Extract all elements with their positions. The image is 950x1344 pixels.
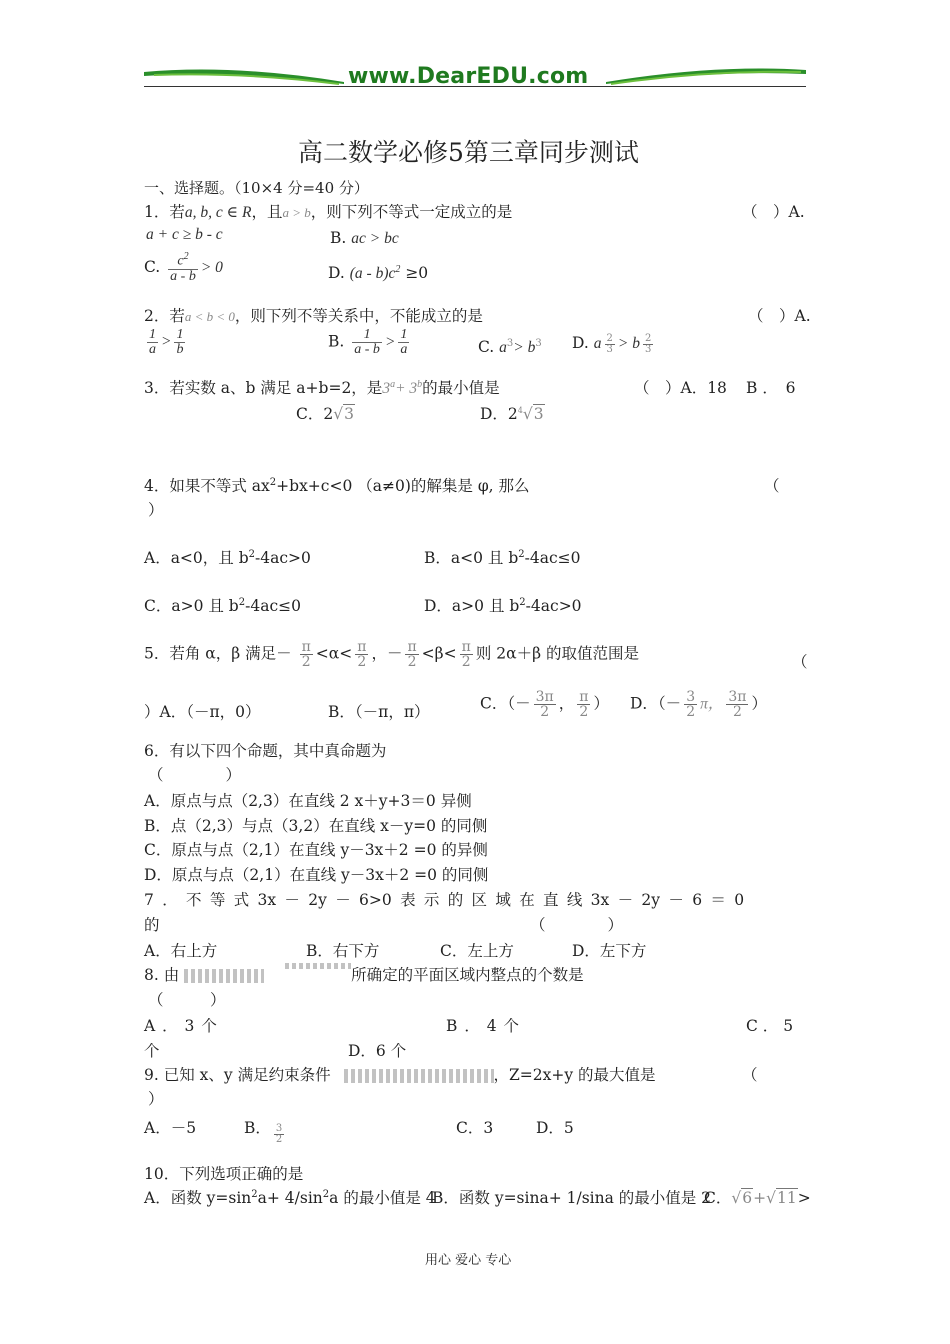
- q4-a-b: -4ac>0: [255, 549, 311, 567]
- q5-option-d[interactable]: [630, 690, 767, 719]
- q5-d-d2: 2: [732, 704, 742, 720]
- q9-b-n: 3: [275, 1123, 283, 1134]
- q5-two-1: 2: [301, 654, 311, 670]
- q1-d-sup: 2: [395, 264, 401, 275]
- q4-stem: [144, 474, 530, 496]
- q4-c-b: -4ac≤0: [245, 597, 301, 615]
- q10-a-c: a 的最小值是 4: [329, 1189, 436, 1207]
- q1-c-num: c: [177, 253, 184, 269]
- q2-c-sup2: 3: [535, 338, 542, 349]
- header-swoosh-left: [144, 64, 344, 86]
- q5-stem-b: 则 2α＋β 的取值范围是: [475, 644, 639, 663]
- q5-label-c: C．（－: [480, 694, 531, 713]
- q5-pi-3: π: [407, 639, 417, 655]
- q5-comma: ，－: [371, 644, 403, 663]
- q2-d-sup1d: 3: [606, 344, 613, 355]
- q8-stem-b: 所确定的平面区域内整点的个数是: [351, 966, 584, 984]
- q3-c-rad: 3: [344, 405, 354, 423]
- q1-stem-c: ，则下列不等式一定成立的是: [310, 203, 513, 221]
- q4-b-sup: 2: [518, 548, 525, 560]
- q5-c-d2: 2: [579, 704, 589, 720]
- q8-paren: （ ）: [148, 991, 226, 1009]
- q5-option-b[interactable]: B．（－π，π）: [328, 703, 430, 721]
- q8-inequality-system-image: [184, 969, 264, 983]
- q1-stem-b: ，且: [251, 203, 283, 221]
- q3-stem-a: 3．若实数 a、b 满足 a+b=2，是: [144, 379, 383, 397]
- q3-d-rad: 3: [533, 405, 544, 423]
- q1-option-a[interactable]: a + c ≥ b - c: [146, 226, 223, 243]
- q7-option-c[interactable]: C．左上方: [440, 942, 514, 960]
- q2-a-n2: 1: [176, 327, 184, 342]
- q4-option-d[interactable]: [424, 594, 582, 616]
- q7-stem: 7 ． 不 等 式 3x － 2y － 6>0 表 示 的 区 域 在 直 线 3x － 2y － 6 ＝ 0: [144, 891, 745, 909]
- q10-a-a: A．函数 y=sin: [144, 1189, 252, 1207]
- q4-d-sup: 2: [519, 596, 526, 608]
- q1-c-sup: 2: [183, 251, 189, 262]
- q2-paren: （ ）A.: [748, 307, 811, 325]
- q5-c-sep: ，: [558, 694, 575, 713]
- q2-b-gt: >: [384, 333, 396, 351]
- q5-two-4: 2: [461, 654, 471, 670]
- q10-option-c[interactable]: C．√6+√11>: [704, 1189, 811, 1207]
- q3-expr-supa: a: [390, 378, 396, 390]
- q4-option-a[interactable]: [144, 546, 311, 568]
- q4-c-sup: 2: [238, 596, 246, 608]
- q2-b-n1: 1: [352, 328, 382, 343]
- q4-c-a: C．a>0 且 b: [144, 597, 239, 615]
- q2-label-d: D.: [572, 334, 589, 352]
- q2-d-sup2d: 3: [644, 344, 652, 355]
- q4-stem-a: 4．如果不等式 ax: [144, 477, 270, 495]
- q9-option-d[interactable]: D．5: [536, 1119, 574, 1137]
- q8-option-a[interactable]: A ． 3 个: [144, 1017, 217, 1035]
- q9-stem-a: 9. 已知 x、y 满足约束条件: [144, 1066, 331, 1084]
- q2-a-d2: b: [176, 342, 184, 357]
- q9-label-b: B．: [244, 1119, 271, 1137]
- q6-stem: 6．有以下四个命题，其中真命题为: [144, 742, 387, 760]
- q10-c-r2: 11: [777, 1189, 797, 1207]
- q3-expr-plus: + 3: [395, 380, 418, 397]
- q1-b-expr: ac > bc: [351, 230, 399, 247]
- q5-paren-open: （: [792, 653, 808, 671]
- q10-a-sup1: 2: [251, 1188, 258, 1200]
- q3-option-b[interactable]: B ． 6: [746, 379, 796, 397]
- header-swoosh-right: [606, 64, 806, 86]
- q3-expr: 3: [382, 380, 391, 397]
- q1-stem: [144, 200, 512, 222]
- q2-cond: a < b < 0: [184, 309, 235, 324]
- q2-d-gt: > b: [617, 335, 640, 352]
- section-heading: 一、选择题。（10×4 分=40 分）: [144, 179, 369, 197]
- q7-paren: （ ）: [530, 916, 624, 934]
- q2-stem-a: 2．若: [144, 307, 185, 325]
- q6-option-c[interactable]: C．原点与点（2,1）在直线 y－3x＋2 =0 的异侧: [144, 841, 488, 859]
- q7-stem-2: 的: [144, 916, 160, 934]
- q4-stem-b: +bx+c<0 （a≠0)的解集是 φ, 那么: [276, 477, 530, 495]
- q4-d-a: D．a>0 且 b: [424, 597, 520, 615]
- q2-option-d[interactable]: [572, 334, 656, 355]
- q4-sup: 2: [269, 476, 277, 488]
- q4-a-sup: 2: [248, 548, 256, 560]
- q4-b-b: -4ac≤0: [524, 549, 581, 567]
- q4-option-c[interactable]: [144, 594, 301, 616]
- q2-a-gt: >: [161, 333, 172, 351]
- q9-stem: [144, 1063, 656, 1085]
- q9-paren-close: ）: [148, 1090, 164, 1108]
- q1-label-d: D.: [328, 264, 345, 283]
- q3-option-c[interactable]: C．2√3: [296, 405, 354, 423]
- q10-option-b[interactable]: B．函数 y=sina+ 1/sina 的最小值是 2: [432, 1189, 712, 1207]
- q2-option-c[interactable]: [478, 338, 542, 357]
- q5-c-n2: π: [579, 689, 589, 705]
- q1-label-b: B.: [330, 229, 347, 247]
- q4-a-a: A．a<0，且 b: [144, 549, 249, 567]
- q10-a-sup2: 2: [322, 1188, 330, 1200]
- q7-option-a[interactable]: A．右上方: [144, 942, 218, 960]
- q5-d-close: ）: [751, 694, 767, 713]
- q5-label-d: D．（－: [630, 694, 682, 713]
- q8-option-c-cont: 个: [144, 1042, 160, 1060]
- q1-label-c: C.: [144, 257, 161, 276]
- page-footer: 用心 爱心 专心: [425, 1253, 512, 1268]
- q6-paren: （ ）: [148, 766, 242, 784]
- q2-b-n2: 1: [400, 327, 408, 342]
- q1-c-den: a - b: [170, 268, 196, 284]
- q4-option-b[interactable]: [424, 546, 581, 568]
- q8-stem-a: 8. 由: [144, 966, 180, 984]
- q2-d-sup1n: 2: [606, 333, 613, 344]
- q7-option-b[interactable]: B．右下方: [306, 942, 380, 960]
- q10-a-b: a+ 4/sin: [257, 1189, 323, 1207]
- q9-option-c[interactable]: C．3: [456, 1119, 494, 1137]
- q6-option-d[interactable]: D．原点与点（2,1）在直线 y－3x＋2 =0 的同侧: [144, 866, 489, 884]
- q5-pi-4: π: [461, 639, 471, 655]
- q2-option-a[interactable]: [144, 328, 188, 357]
- q5-c-n1: 3π: [535, 689, 554, 705]
- q5-d-pi: π，: [700, 695, 724, 713]
- q5-option-a[interactable]: ）A．（－π，0）: [144, 703, 261, 721]
- q2-stem: [144, 304, 483, 326]
- q2-label-b: B.: [328, 332, 345, 351]
- q5-pi-2: π: [357, 639, 367, 655]
- q8-stem: [144, 963, 584, 985]
- q8-option-b[interactable]: B ． 4 个: [446, 1017, 520, 1035]
- q5-c-close: ）: [593, 694, 609, 713]
- q9-b-d: 2: [275, 1134, 283, 1145]
- page-title: 高二数学必修5第三章同步测试: [298, 138, 639, 167]
- q5-c-d1: 2: [540, 704, 550, 720]
- q3-stem: [144, 376, 500, 398]
- q3-label-d: D．2: [480, 405, 518, 423]
- q2-stem-b: ，则下列不等关系中，不能成立的是: [234, 307, 483, 325]
- q4-paren-close: ）: [148, 501, 164, 519]
- q5-d-n1: 3: [686, 689, 696, 705]
- q5-lt-alpha: <α<: [315, 644, 353, 663]
- header-rule: [144, 86, 806, 87]
- q1-c-tail: > 0: [200, 258, 223, 276]
- q5-pi-1: π: [301, 639, 311, 655]
- q5-d-d1: 2: [686, 704, 696, 720]
- q2-a-n1: 1: [149, 327, 156, 342]
- q10-c-plus: +: [753, 1189, 767, 1207]
- q4-paren-open: （: [764, 477, 780, 495]
- q9-option-a[interactable]: A．－5: [144, 1119, 197, 1137]
- q1-set: a, b, c ∈ R: [184, 204, 252, 221]
- q1-stem-a: 1．若: [144, 203, 185, 221]
- header-logo[interactable]: www.DearEDU.com: [348, 64, 589, 89]
- q2-option-b[interactable]: [328, 328, 412, 357]
- q2-c-gt: > b: [513, 339, 536, 357]
- q3-d-idx: 4: [517, 405, 523, 415]
- q10-label-c: C．: [704, 1189, 732, 1207]
- q2-label-c: C.: [478, 338, 495, 357]
- q9-paren-open: （: [742, 1066, 758, 1084]
- q2-b-d1: a - b: [354, 342, 380, 357]
- q1-option-d[interactable]: [328, 264, 428, 283]
- q10-option-a[interactable]: [144, 1186, 436, 1208]
- q4-b-a: B．a<0 且 b: [424, 549, 519, 567]
- q1-d-expr: (a - b)c: [349, 265, 396, 283]
- q1-cond: a > b: [282, 205, 311, 220]
- q9-constraint-image: [344, 1069, 494, 1083]
- q5-two-2: 2: [357, 654, 367, 670]
- q1-option-c[interactable]: [144, 252, 223, 284]
- q5-option-c[interactable]: [480, 690, 609, 719]
- q4-d-b: -4ac>0: [525, 597, 582, 615]
- q2-b-d2: a: [400, 342, 408, 357]
- q1-d-tail: ≥0: [405, 264, 429, 283]
- q9-stem-b: ，Z=2x+y 的最大值是: [493, 1066, 656, 1084]
- q3-paren-option-a[interactable]: （ ）A．18: [634, 379, 727, 397]
- q5-d-n2: 3π: [728, 689, 747, 705]
- q8-option-c[interactable]: C ． 5: [746, 1017, 794, 1035]
- q9-option-b[interactable]: [244, 1116, 287, 1145]
- q1-option-b[interactable]: [330, 229, 399, 248]
- q5-two-3: 2: [407, 654, 417, 670]
- q10-c-gt: >: [797, 1189, 811, 1207]
- q3-stem-b: 的最小值是: [422, 379, 500, 397]
- q7-option-d[interactable]: D．左下方: [572, 942, 647, 960]
- q3-option-d[interactable]: D．$2^4√3$: [480, 405, 544, 423]
- q6-option-b[interactable]: B．点（2,3）与点（3,2）在直线 x－y=0 的同侧: [144, 817, 488, 835]
- q2-c-sup1: 3: [506, 338, 514, 349]
- q5-stem: [144, 640, 639, 669]
- q3-label-c: C．2: [296, 405, 334, 423]
- q1-paren: （ ）A.: [742, 203, 805, 221]
- q2-a-d1: a: [149, 342, 156, 357]
- q8-option-d[interactable]: D．6 个: [348, 1042, 407, 1060]
- q5-stem-a: 5．若角 α，β 满足－: [144, 644, 292, 663]
- q2-d-a: a: [593, 335, 602, 352]
- q2-d-sup2n: 2: [644, 333, 652, 344]
- q10-stem: 10．下列选项正确的是: [144, 1165, 304, 1183]
- q6-option-a[interactable]: A．原点与点（2,3）在直线 2 x＋y+3＝0 异侧: [144, 792, 472, 810]
- q10-c-r1: 6: [742, 1189, 753, 1207]
- q2-c-a: a: [499, 339, 507, 357]
- q8-inequality-system-image-2: [285, 963, 351, 969]
- q5-lt-beta: <β<: [421, 644, 457, 663]
- q3-expr-supb: b: [417, 378, 423, 390]
